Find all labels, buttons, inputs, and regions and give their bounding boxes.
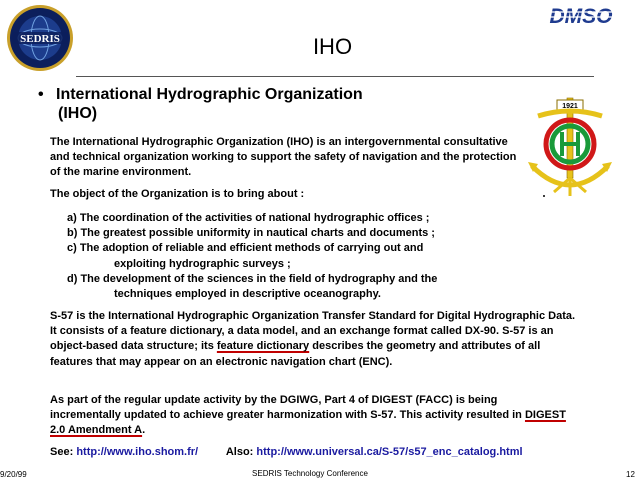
objectives-list xyxy=(67,211,527,302)
s57-paragraph: S-57 is the International Hydrographic Organization Transfer Standard for Digital Hydrographic Data. It consists of a feature dictionary, a data model, and an exchange format called DX-90. S-57 is an object-based data structure; its feature dictionary describes the geometry and attributes of all features that may appear on an electronic navigation chart (ENC). xyxy=(50,310,576,368)
dmso-logo-text: DMSO xyxy=(549,5,613,26)
bullet-dot-icon: • xyxy=(38,86,44,103)
list-item: d) The development of the sciences in the field of hydrography and the xyxy=(67,272,438,285)
see-line xyxy=(50,446,523,458)
dmso-logo xyxy=(538,4,624,26)
iho-emblem xyxy=(524,92,616,200)
list-item: a) The coordination of the activities of national hydrographic offices ; xyxy=(67,212,430,224)
heading-line-2: (IHO) xyxy=(58,105,98,122)
heading-line-1: International Hydrographic Organization xyxy=(56,86,363,103)
footer-page-number: 12 xyxy=(626,470,635,479)
object-paragraph: The object of the Organization is to bring about : xyxy=(50,188,305,200)
digest-paragraph: As part of the regular update activity by the DGIWG, Part 4 of DIGEST (FACC) is being incrementally updated to achieve greater harmonization with S-57. This activity resulted in DIGEST 2.0 Amendment A. xyxy=(50,394,566,437)
footer-conference: SEDRIS Technology Conference xyxy=(252,469,368,478)
list-item: b) The greatest possible uniformity in nautical charts and documents ; xyxy=(67,227,435,240)
footer-date: 9/20/99 xyxy=(0,470,27,479)
digest-amendment-link[interactable]: DIGEST 2.0 Amendment A xyxy=(50,409,566,437)
iho-website-link[interactable]: http://www.iho.shom.fr/ xyxy=(76,446,199,458)
s57-catalog-link[interactable]: http://www.universal.ca/S-57/s57_enc_catalog.html xyxy=(256,446,523,458)
list-item-continuation: techniques employed in descriptive oceanography. xyxy=(114,288,381,301)
also-label: Also: xyxy=(225,446,254,458)
title-divider xyxy=(76,76,594,77)
see-label: See: xyxy=(50,446,74,458)
emblem-year: 1921 xyxy=(562,103,578,110)
page-title: IHO xyxy=(312,34,353,59)
list-item: c) The adoption of reliable and efficient methods of carrying out and xyxy=(67,242,424,255)
list-item-continuation: exploiting hydrographic surveys ; xyxy=(114,257,291,270)
sedris-logo-text: SEDRIS xyxy=(20,33,60,45)
intro-paragraph: The International Hydrographic Organization (IHO) is an intergovernmental consultative and technical organization working to support the safety of navigation and the protection of the marine environment. xyxy=(50,136,517,179)
feature-dictionary-link[interactable]: feature dictionary xyxy=(216,340,310,353)
